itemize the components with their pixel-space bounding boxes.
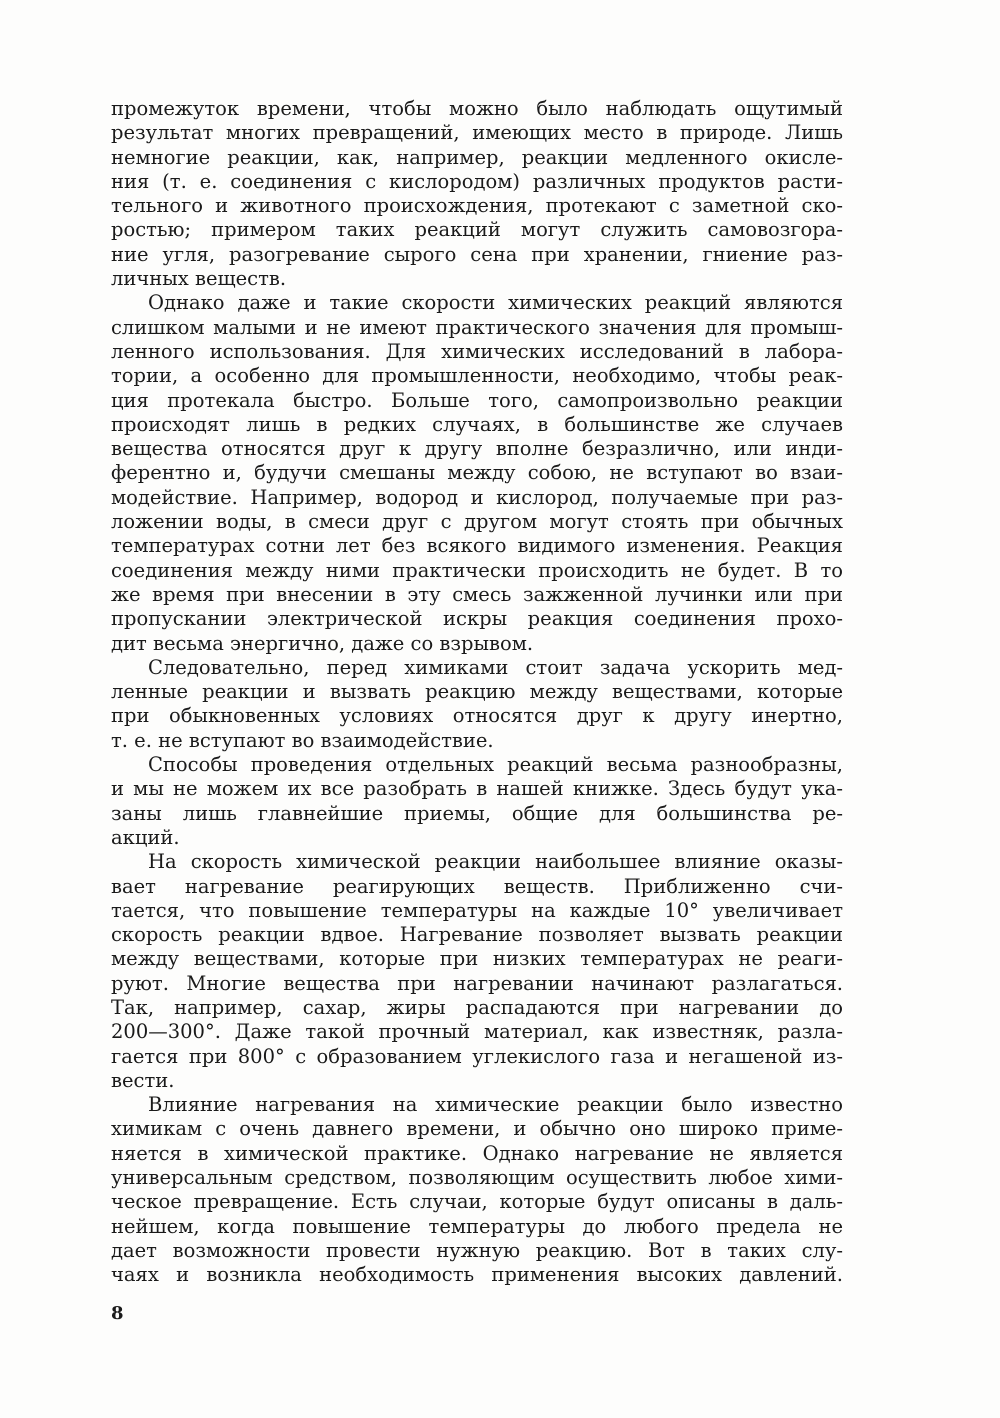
text-line: ленные реакции и вызвать реакцию между веществами, которые [111,680,843,704]
page-number: 8 [111,1303,124,1324]
text-line: скорость реакции вдвое. Нагревание позволяет вызвать реакции [111,923,843,947]
text-line: Влияние нагревания на химические реакции было известно [148,1093,843,1117]
text-line: акций. [111,825,180,849]
text-line: ростью; примером таких реакций могут служить самовозгора- [111,218,843,242]
text-line: дит весьма энергично, даже со взрывом. [111,631,534,655]
text-line: химикам с очень давнего времени, и обычно оно широко приме- [111,1117,843,1141]
text-line: вести. [111,1068,175,1092]
text-line: руют. Многие вещества при нагревании начинают разлагаться. [111,971,843,995]
text-line: дает возможности провести нужную реакцию. Вот в таких слу- [111,1238,843,1262]
text-line: ферентно и, будучи смешаны между собою, не вступают во взаи- [111,461,843,485]
text-line: чаях и возникла необходимость применения высоких давлений. [111,1263,843,1287]
text-line: Так, например, сахар, жиры распадаются при нагревании до [111,995,843,1019]
text-line: Способы проведения отдельных реакций весьма разнообразны, [148,753,843,777]
text-line: личных веществ. [111,267,287,291]
text-line: ние угля, разогревание сырого сена при хранении, гниение раз- [111,242,843,266]
text-line: вает нагревание реагирующих веществ. Приближенно счи- [111,874,843,898]
text-line: т. е. не вступают во взаимодействие. [111,728,494,752]
text-line: няется в химической практике. Однако нагревание не является [111,1141,843,1165]
body-text [111,97,843,1288]
text-line: между веществами, которые при низких температурах не реаги- [111,947,843,971]
text-line: же время при внесении в эту смесь зажженной лучинки или при [111,582,843,606]
text-line: заны лишь главнейшие приемы, общие для большинства ре- [111,801,843,825]
text-line: Однако даже и такие скорости химических реакций являются [148,291,843,315]
text-line: универсальным средством, позволяющим осуществить любое хими- [111,1166,843,1190]
text-line: результат многих превращений, имеющих место в природе. Лишь [111,121,843,145]
text-line: тории, а особенно для промышленности, необходимо, чтобы реак- [111,364,843,388]
text-line: тается, что повышение температуры на каждые 10° увеличивает [111,898,843,922]
text-line: вещества относятся друг к другу вполне безразлично, или инди- [111,437,843,461]
text-line: температурах сотни лет без всякого видимого изменения. Реакция [111,534,843,558]
text-line: пропускании электрической искры реакция соединения прохо- [111,607,843,631]
text-line: модействие. Например, водород и кислород, получаемые при раз- [111,485,843,509]
text-line: ложении воды, в смеси друг с другом могут стоять при обычных [111,510,843,534]
text-line: соединения между ними практически происходить не будет. В то [111,558,843,582]
text-line: слишком малыми и не имеют практического значения для промыш- [111,315,843,339]
text-line: немногие реакции, как, например, реакции медленного окисле- [111,145,843,169]
text-line: тельного и животного происхождения, протекают с заметной ско- [111,194,843,218]
text-line: ленного использования. Для химических исследований в лабора- [111,339,843,363]
text-line: и мы не можем их все разобрать в нашей книжке. Здесь будут ука- [111,777,843,801]
text-line: при обыкновенных условиях относятся друг к другу инертно, [111,704,843,728]
text-line: происходят лишь в редких случаях, в большинстве же случаев [111,412,843,436]
text-line: ция протекала быстро. Больше того, самопроизвольно реакции [111,388,843,412]
text-line: промежуток времени, чтобы можно было наблюдать ощутимый [111,97,843,120]
text-line: гается при 800° с образованием углекислого газа и негашеной из- [111,1044,843,1068]
text-line: нейшем, когда повышение температуры до любого предела не [111,1214,843,1238]
text-line: ческое превращение. Есть случаи, которые будут описаны в даль- [111,1190,843,1214]
text-line: Следовательно, перед химиками стоит задача ускорить мед- [148,655,843,679]
text-line: 200—300°. Даже такой прочный материал, как известняк, разла- [111,1020,843,1044]
text-line: ния (т. е. соединения с кислородом) различных продуктов расти- [111,169,843,193]
text-line: На скорость химической реакции наибольшее влияние оказы- [148,850,843,874]
